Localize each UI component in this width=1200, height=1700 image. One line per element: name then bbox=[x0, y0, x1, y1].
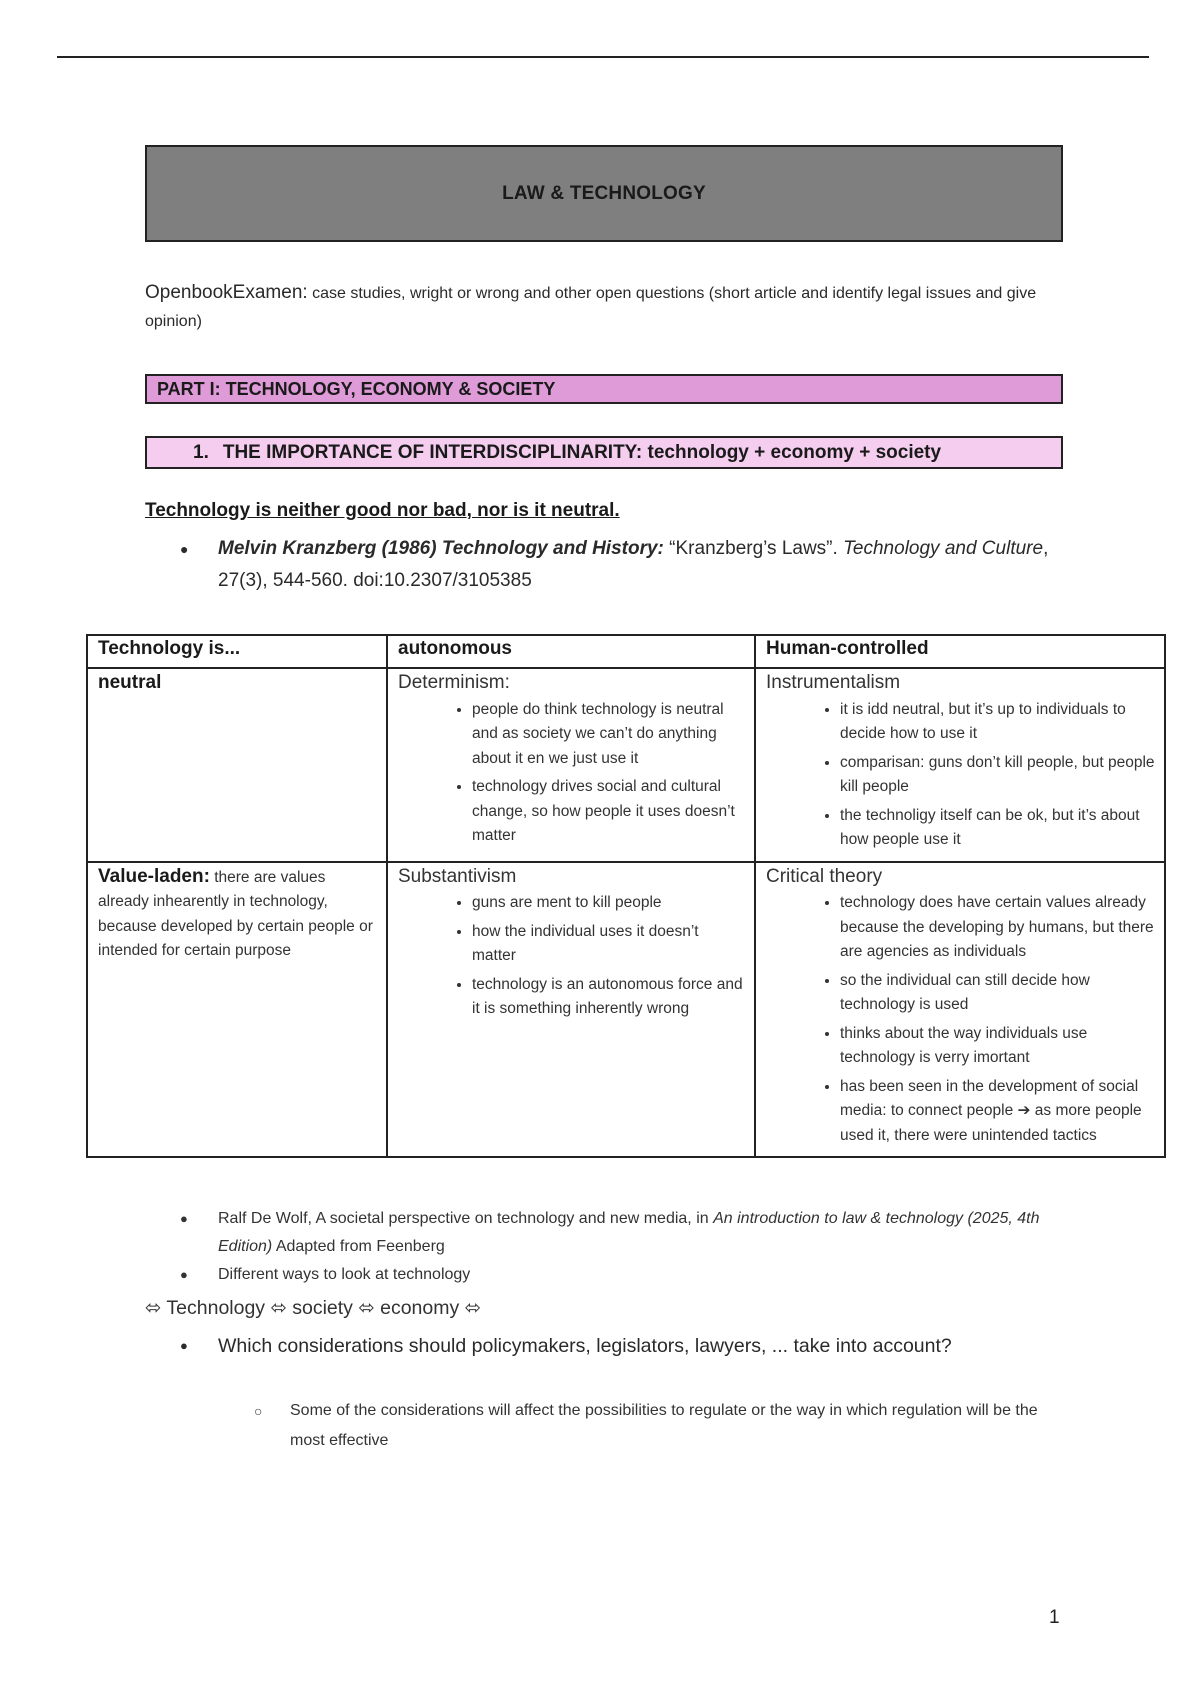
list-item: • how the individual uses it doesn’t matter bbox=[472, 920, 746, 969]
ways-text: Different ways to look at technology bbox=[218, 1266, 471, 1283]
cell-title: Instrumentalism bbox=[766, 672, 901, 693]
cell-title: Critical theory bbox=[766, 865, 883, 887]
table-cell bbox=[387, 668, 755, 862]
circle-bullet-icon: ○ bbox=[254, 1403, 263, 1419]
considerations-subpoint bbox=[254, 1396, 1054, 1456]
section-number: 1. bbox=[193, 441, 209, 463]
list-item: • technology is an autonomous force and it is something inherently wrong bbox=[472, 973, 746, 1022]
header-rule bbox=[57, 56, 1149, 58]
list-item: • comparisan: guns don’t kill people, but people kill people bbox=[840, 751, 1156, 800]
kranzberg-reference bbox=[180, 533, 1060, 597]
row-label: Value-laden: bbox=[98, 865, 210, 887]
cell-title: Substantivism bbox=[398, 865, 517, 887]
dewolf-ref-text: Ralf De Wolf, A societal perspective on technology and new media, in bbox=[218, 1210, 714, 1227]
table-cell bbox=[755, 862, 1165, 1158]
row-label-text: there are values already inhearently in technology, because developed by certain people or intended for certain purpose bbox=[98, 868, 373, 959]
list-item: • has been seen in the development of social media: to connect people ➔ as more people used it, there were unintended tactics bbox=[840, 1075, 1156, 1149]
section-title: THE IMPORTANCE OF INTERDISCIPLINARITY: technology + economy + society bbox=[222, 441, 942, 463]
after-table-notes bbox=[180, 1205, 1080, 1289]
list-item: • people do think technology is neutral and as society we can’t do anything about it en we just use it bbox=[472, 698, 746, 772]
document-title: LAW & TECHNOLOGY bbox=[502, 182, 706, 204]
list-item: • thinks about the way individuals use technology is verry imortant bbox=[840, 1022, 1156, 1071]
considerations-question bbox=[180, 1330, 1080, 1362]
bullet-icon: ● bbox=[180, 1267, 188, 1282]
table-header-cell: Technology is... bbox=[87, 635, 387, 668]
exam-label: OpenbookExamen: bbox=[145, 282, 308, 303]
relation-arrows-line: ⬄ Technology ⬄ society ⬄ economy ⬄ bbox=[145, 1297, 481, 1319]
cell-list bbox=[398, 698, 746, 849]
document-title-box bbox=[145, 145, 1063, 242]
reference-rest: , 27(3), 544-560. doi:10.2307/3105385 bbox=[218, 538, 1049, 591]
list-item: • technology does have certain values already because the developing by humans, but there are agencies as individuals bbox=[840, 891, 1156, 965]
cell-list bbox=[766, 698, 1156, 853]
reference-quote: “Kranzberg’s Laws”. bbox=[663, 538, 844, 559]
table-header-cell: autonomous bbox=[387, 635, 755, 668]
cell-list bbox=[398, 891, 746, 1022]
part-heading: PART I: TECHNOLOGY, ECONOMY & SOCIETY bbox=[157, 378, 556, 399]
list-item bbox=[180, 1261, 1080, 1289]
technology-views-table bbox=[86, 634, 1166, 1158]
list-item: • so the individual can still decide how technology is used bbox=[840, 969, 1156, 1018]
row-label-cell bbox=[87, 862, 387, 1158]
subheading: Technology is neither good nor bad, nor is it neutral. bbox=[145, 500, 620, 521]
table-row bbox=[87, 862, 1165, 1158]
bullet-icon: ● bbox=[180, 541, 189, 557]
row-label: neutral bbox=[98, 672, 162, 693]
exam-text: case studies, wright or wrong and other open questions (short article and identify legal issues and give opinion) bbox=[145, 285, 1037, 330]
table-cell bbox=[387, 862, 755, 1158]
table-header-row bbox=[87, 635, 1165, 668]
question-text: Which considerations should policymakers, legislators, lawyers, ... take into account? bbox=[218, 1335, 952, 1357]
part-heading-box bbox=[145, 374, 1063, 404]
dewolf-ref-title: An introduction to law & technology (2025, 4th Edition) bbox=[218, 1210, 1040, 1255]
table-row bbox=[87, 668, 1165, 862]
reference-author: Melvin Kranzberg (1986) Technology and History: bbox=[218, 538, 664, 559]
row-label-cell bbox=[87, 668, 387, 862]
reference-journal: Technology and Culture bbox=[843, 538, 1044, 559]
section-heading-box bbox=[145, 436, 1063, 469]
cell-title: Determinism: bbox=[398, 672, 510, 693]
reference-text bbox=[218, 533, 1060, 597]
table-header-cell: Human-controlled bbox=[755, 635, 1165, 668]
list-item: • it is idd neutral, but it’s up to individuals to decide how to use it bbox=[840, 698, 1156, 747]
list-item bbox=[180, 1205, 1080, 1261]
subpoint-text: Some of the considerations will affect the possibilities to regulate or the way in which regulation will be the most effective bbox=[290, 1402, 1038, 1449]
dewolf-ref-note: Adapted from Feenberg bbox=[272, 1238, 445, 1255]
list-item: • technology drives social and cultural change, so how people it uses doesn’t matter bbox=[472, 775, 746, 849]
list-item: • guns are ment to kill people bbox=[472, 891, 746, 916]
bullet-icon: ● bbox=[180, 1338, 188, 1353]
list-item: • the technoligy itself can be ok, but it’s about how people use it bbox=[840, 804, 1156, 853]
bullet-icon: ● bbox=[180, 1211, 188, 1226]
cell-list bbox=[766, 891, 1156, 1148]
page-number: 1 bbox=[1049, 1607, 1060, 1628]
table-cell bbox=[755, 668, 1165, 862]
exam-note bbox=[145, 279, 1075, 336]
